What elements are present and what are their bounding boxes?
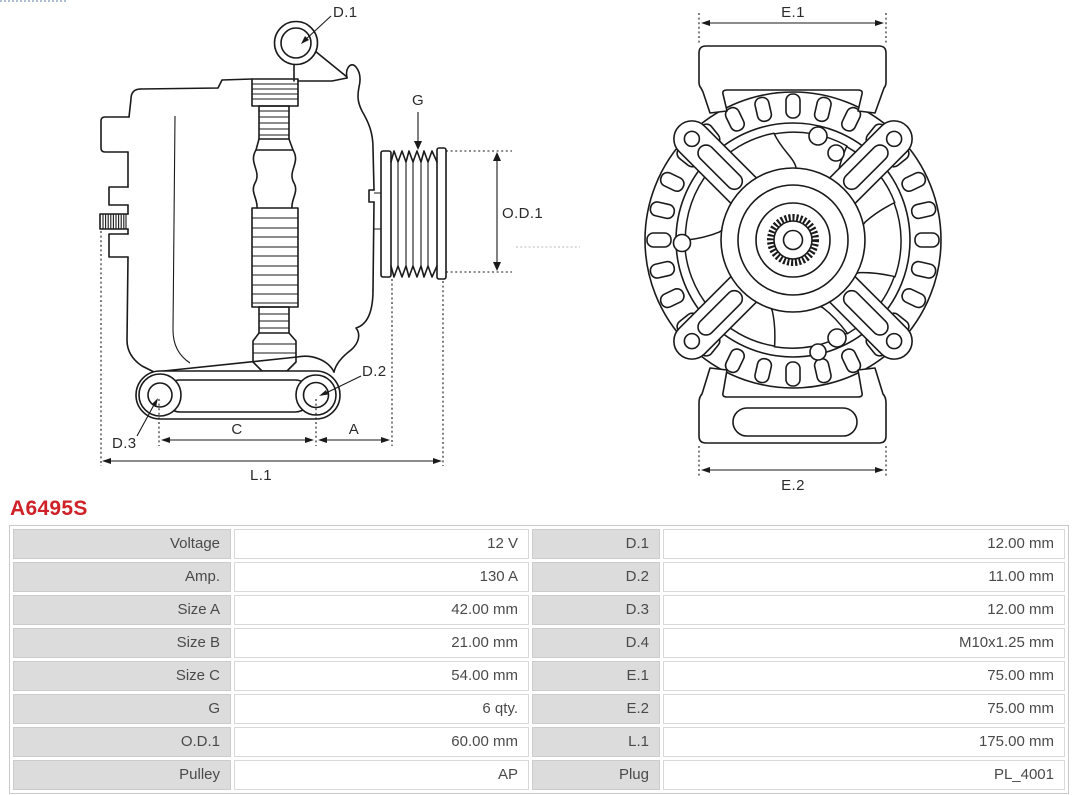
- spec-row-pulley: [13, 760, 1065, 790]
- dim-label-od1: O.D.1: [502, 205, 544, 222]
- alternator-front-view: [645, 4, 941, 494]
- spec-value: AP: [234, 760, 529, 790]
- dim-label-l1: L.1: [249, 467, 273, 484]
- spec-label: Amp.: [13, 562, 231, 592]
- spec-value: 12 V: [234, 529, 529, 559]
- part-number: A6495S: [10, 497, 88, 520]
- spec-label: E.2: [532, 694, 660, 724]
- dim-label-e1: E.1: [781, 4, 805, 21]
- spec-label: D.1: [532, 529, 660, 559]
- spec-value: PL_4001: [663, 760, 1065, 790]
- spec-label: Size B: [13, 628, 231, 658]
- spec-label: O.D.1: [13, 727, 231, 757]
- page-edge-artifact: [0, 0, 66, 2]
- spec-label: Size A: [13, 595, 231, 625]
- spec-label: Voltage: [13, 529, 231, 559]
- dim-label-a: A: [348, 421, 360, 438]
- dim-label-g: G: [411, 92, 425, 109]
- spec-row-g: [13, 694, 1065, 724]
- spec-row-amp: [13, 562, 1065, 592]
- alternator-side-view: [100, 4, 580, 484]
- spec-label: G: [13, 694, 231, 724]
- dim-label-d3: D.3: [112, 435, 137, 452]
- spec-row-voltage: [13, 529, 1065, 559]
- spec-value: 175.00 mm: [663, 727, 1065, 757]
- spec-value: 42.00 mm: [234, 595, 529, 625]
- spec-value: 21.00 mm: [234, 628, 529, 658]
- spec-table: [9, 525, 1069, 794]
- spec-value: 12.00 mm: [663, 529, 1065, 559]
- spec-label: Pulley: [13, 760, 231, 790]
- spec-label: E.1: [532, 661, 660, 691]
- dim-label-e2: E.2: [781, 477, 805, 494]
- spec-row-size-a: [13, 595, 1065, 625]
- spec-row-size-c: [13, 661, 1065, 691]
- spec-value: 75.00 mm: [663, 661, 1065, 691]
- spec-value: 60.00 mm: [234, 727, 529, 757]
- spec-label: D.3: [532, 595, 660, 625]
- spec-value: 6 qty.: [234, 694, 529, 724]
- spec-value: 54.00 mm: [234, 661, 529, 691]
- dim-label-c: C: [231, 421, 243, 438]
- spec-value: 12.00 mm: [663, 595, 1065, 625]
- spec-value: 130 A: [234, 562, 529, 592]
- spec-row-od1: [13, 727, 1065, 757]
- spec-label: L.1: [532, 727, 660, 757]
- spec-label: Plug: [532, 760, 660, 790]
- spec-row-size-b: [13, 628, 1065, 658]
- spec-value: M10x1.25 mm: [663, 628, 1065, 658]
- spec-label: D.2: [532, 562, 660, 592]
- spec-label: D.4: [532, 628, 660, 658]
- spec-label: Size C: [13, 661, 231, 691]
- spec-value: 75.00 mm: [663, 694, 1065, 724]
- dim-label-d2: D.2: [362, 363, 387, 380]
- dim-label-d1: D.1: [333, 4, 358, 21]
- spec-value: 11.00 mm: [663, 562, 1065, 592]
